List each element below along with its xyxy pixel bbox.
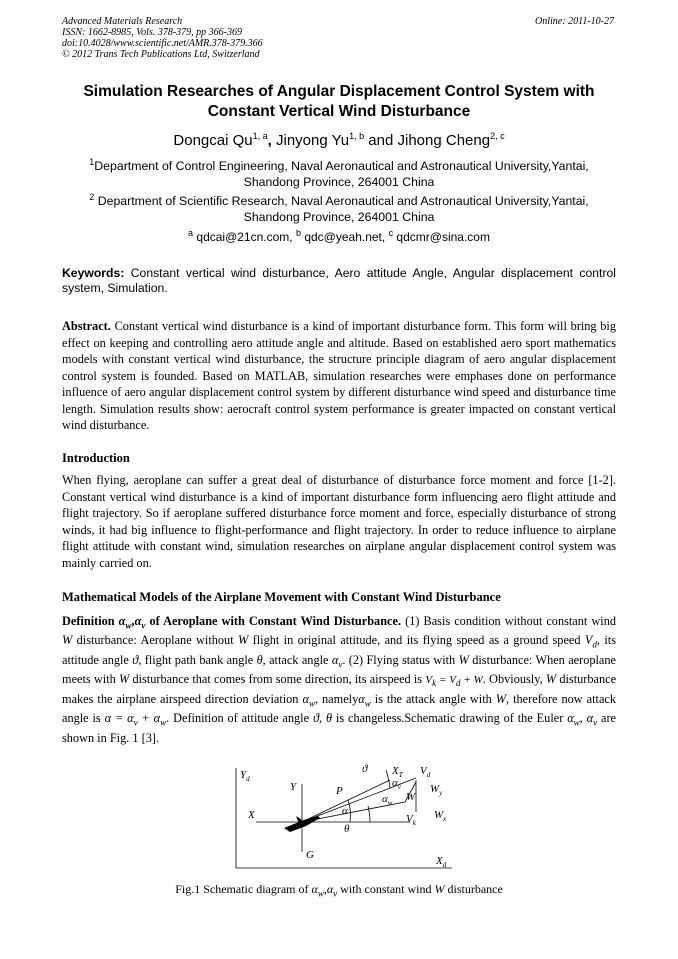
def-t15: . Definition of attitude angle: [166, 711, 310, 726]
caption-pre: Fig.1 Schematic diagram of: [175, 882, 309, 896]
author-2-sup: 1, b: [349, 131, 365, 141]
label-x: X: [248, 809, 255, 821]
label-w: W: [406, 791, 416, 803]
paper-title: [62, 82, 616, 122]
keywords-label: Keywords:: [62, 266, 125, 280]
def-t8: disturbance: When aeroplane meets with: [62, 652, 616, 686]
abstract-label: Abstract.: [62, 319, 111, 333]
def-w-5: W: [545, 671, 557, 686]
def-w-3: W: [458, 652, 469, 667]
introduction-text: When flying, aeroplane can suffer a great deal of disturbance of disturbance force moment and force [1-2]. Constant vertical wind disturbance is a kind of important disturbance form influencing aero flight attitude and flight trajectory. So if aeroplane suffered disturbance force moment and force, especially disturbance of strong winds, it had big influence to flight-performance and flight trajectory. In order to reduce influence to airplane flight attitude with constant wind, simulation researches on airplane angular displacement control system was mainly carried on.: [62, 473, 616, 570]
def-t13: is the attack angle with: [374, 692, 492, 707]
def-t10: . Obviously,: [482, 671, 543, 686]
title-line-1: Simulation Researches of Angular Displacement Control System with: [83, 83, 595, 100]
affiliation-1: [72, 158, 606, 190]
affiliation-2-text: Department of Scientific Research, Naval Aeronautical and Astronautical University,Yantai, Shandong Province, 264001 China: [97, 194, 589, 224]
label-xt: $X_T$: [392, 765, 403, 779]
definition-label-post: of Aeroplane with Constant Wind Disturbance.: [149, 614, 402, 628]
keywords-text: Constant vertical wind disturbance, Aero attitude Angle, Angular displacement control system, Simulation.: [62, 266, 616, 295]
keywords: [62, 266, 616, 296]
email-a[interactable]: qdcai@21cn.com,: [196, 230, 293, 244]
def-t6: , attack angle: [262, 652, 329, 667]
affiliation-1-sup: 1: [89, 156, 95, 167]
email-c[interactable]: qdcmr@sina.com: [396, 230, 490, 244]
def-t3: flight in original attitude, and its flying speed as a ground speed: [252, 633, 581, 648]
def-t12: , namely: [314, 692, 359, 707]
def-t18: ,: [579, 711, 583, 726]
def-t7: . (2) Flying status with: [342, 652, 456, 667]
affiliation-1-text: Department of Control Engineering, Naval Aeronautical and Astronautical University,Yantai, Shandong Province, 264001 China: [94, 159, 589, 189]
def-t1: (1) Basis condition without constant wind: [405, 614, 616, 628]
euler-angle-figure: [220, 760, 480, 875]
label-alpha: α: [342, 805, 348, 817]
def-w-1: W: [62, 633, 73, 648]
label-xd: $X_d$: [436, 855, 447, 869]
def-w-2: W: [238, 633, 249, 648]
doi-line: doi:10.4028/www.scientific.net/AMR.378-379.366: [62, 38, 263, 49]
email-c-sup: c: [388, 228, 394, 238]
affiliation-2: [72, 193, 606, 225]
email-b[interactable]: qdc@yeah.net,: [304, 230, 386, 244]
email-list: [62, 230, 616, 244]
author-3: and Jihong Cheng: [368, 132, 491, 149]
label-vk: $V_k$: [406, 813, 416, 827]
def-t16: ,: [319, 711, 323, 726]
title-line-2: Constant Vertical Wind Disturbance: [207, 103, 471, 120]
label-attitude: ϑ: [362, 763, 368, 775]
caption-post: with constant wind: [340, 882, 432, 896]
copyright-line: © 2012 Trans Tech Publications Ltd, Switzerland: [62, 49, 260, 60]
author-1: Dongcai Qu: [173, 132, 253, 149]
abstract-text: Constant vertical wind disturbance is a kind of important disturbance form. This form will bring big effect on keeping and controlling aero attitude angle and altitude. Based on established aero sport mathematics models with constant vertical wind disturbance, the structure principle diagram of aero angular displacement control system is founded. Based on MATLAB, simulation researches were emphases done on performance influence of aero angular displacement control system by different disturbance wind speed and disturbance time length. Simulation results show: aerocraft control system performance is greater impacted on constant vertical wind disturbance.: [62, 319, 616, 432]
def-t17: is changeless.Schematic drawing of the Euler: [335, 711, 564, 726]
affiliation-2-sup: 2: [89, 191, 95, 202]
def-t14: , therefore now attack angle is: [62, 692, 617, 726]
def-t11: disturbance makes the airplane airspeed direction deviation: [62, 671, 617, 707]
author-2: Jinyong Yu: [275, 132, 350, 149]
journal-name: Advanced Materials Research: [62, 16, 183, 27]
section-2-heading: Mathematical Models of the Airplane Movement with Constant Wind Disturbance: [62, 590, 501, 604]
caption-w: W: [434, 882, 445, 896]
label-theta: θ: [344, 823, 350, 835]
label-vd: $V_d$: [420, 765, 431, 779]
author-list: Dongcai Qu$^{1, a}$, Jinyong Yu$^{1, b}$ and Jihong Cheng$^{2, c}$: [173, 131, 505, 149]
introduction-heading: Introduction: [62, 451, 130, 465]
definition-label-pre: Definition: [62, 614, 115, 628]
theta-arc: [368, 806, 370, 822]
def-vd: V: [584, 633, 593, 648]
def-w-6: W: [495, 692, 507, 707]
label-alpha-w: $\alpha_w$: [382, 793, 393, 807]
label-yd: $Y_d$: [240, 769, 250, 783]
def-vd-sub: d: [592, 639, 597, 650]
def-w-4: W: [118, 671, 130, 686]
abstract: [62, 318, 616, 434]
email-b-sup: b: [295, 228, 301, 238]
label-wy: $W_y$: [430, 783, 443, 797]
def-t2: disturbance: Aeroplane without: [76, 633, 234, 648]
def-t5: , flight path bank angle: [138, 652, 254, 667]
label-alpha-v: $\alpha_v$: [392, 777, 401, 791]
def-t4: , its attitude angle: [62, 633, 616, 667]
author-3-sup: 2, c: [490, 131, 505, 141]
issn-line: ISSN: 1662-8985, Vols. 378-379, pp 366-369: [62, 27, 242, 38]
attitude-arc: [386, 770, 390, 788]
def-t19: are shown in Fig. 1 [3].: [62, 711, 617, 745]
label-y: Y: [290, 781, 297, 793]
label-wx: $W_x$: [434, 809, 447, 823]
figure-caption: Fig.1 Schematic diagram of $\alpha_w,\alpha_v$ with constant wind W disturbance: [175, 882, 503, 899]
journal-header: [62, 16, 263, 60]
caption-end: disturbance: [447, 882, 503, 896]
definition-paragraph: Definition $\alpha_w,\alpha_v$ of Aeroplane with Constant Wind Disturbance. (1) Basis condition without constant wind W disturbance: Aeroplane without W flight in original attitude, and its flying speed as a ground speed $V_d$, its attitude angle ϑ, flight path bank angle θ, attack angle $\alpha_v$. (2) Flying status with W disturbance: When aeroplane meets with W disturbance that comes from some direction, its airspeed is $V_k = V_d + W$. Obviously, W disturbance makes the airplane airspeed direction deviation $\alpha_w$, namelyα$_w$ is the attack angle with W, therefore now attack angle is $\alpha = \alpha_v + \alpha_w$. Definition of attitude angle ϑ, θ is changeless.Schematic drawing of the Euler $\alpha_w$, $\alpha_v$ are shown in Fig. 1 [3].: [62, 614, 617, 745]
def-t9: disturbance that comes from some direction, its airspeed is: [132, 671, 423, 686]
label-g: G: [306, 849, 314, 861]
label-p: P: [336, 785, 343, 797]
email-a-sup: a: [188, 228, 194, 238]
author-1-sup: 1, a: [252, 131, 268, 141]
online-date: Online: 2011-10-27: [535, 16, 614, 27]
